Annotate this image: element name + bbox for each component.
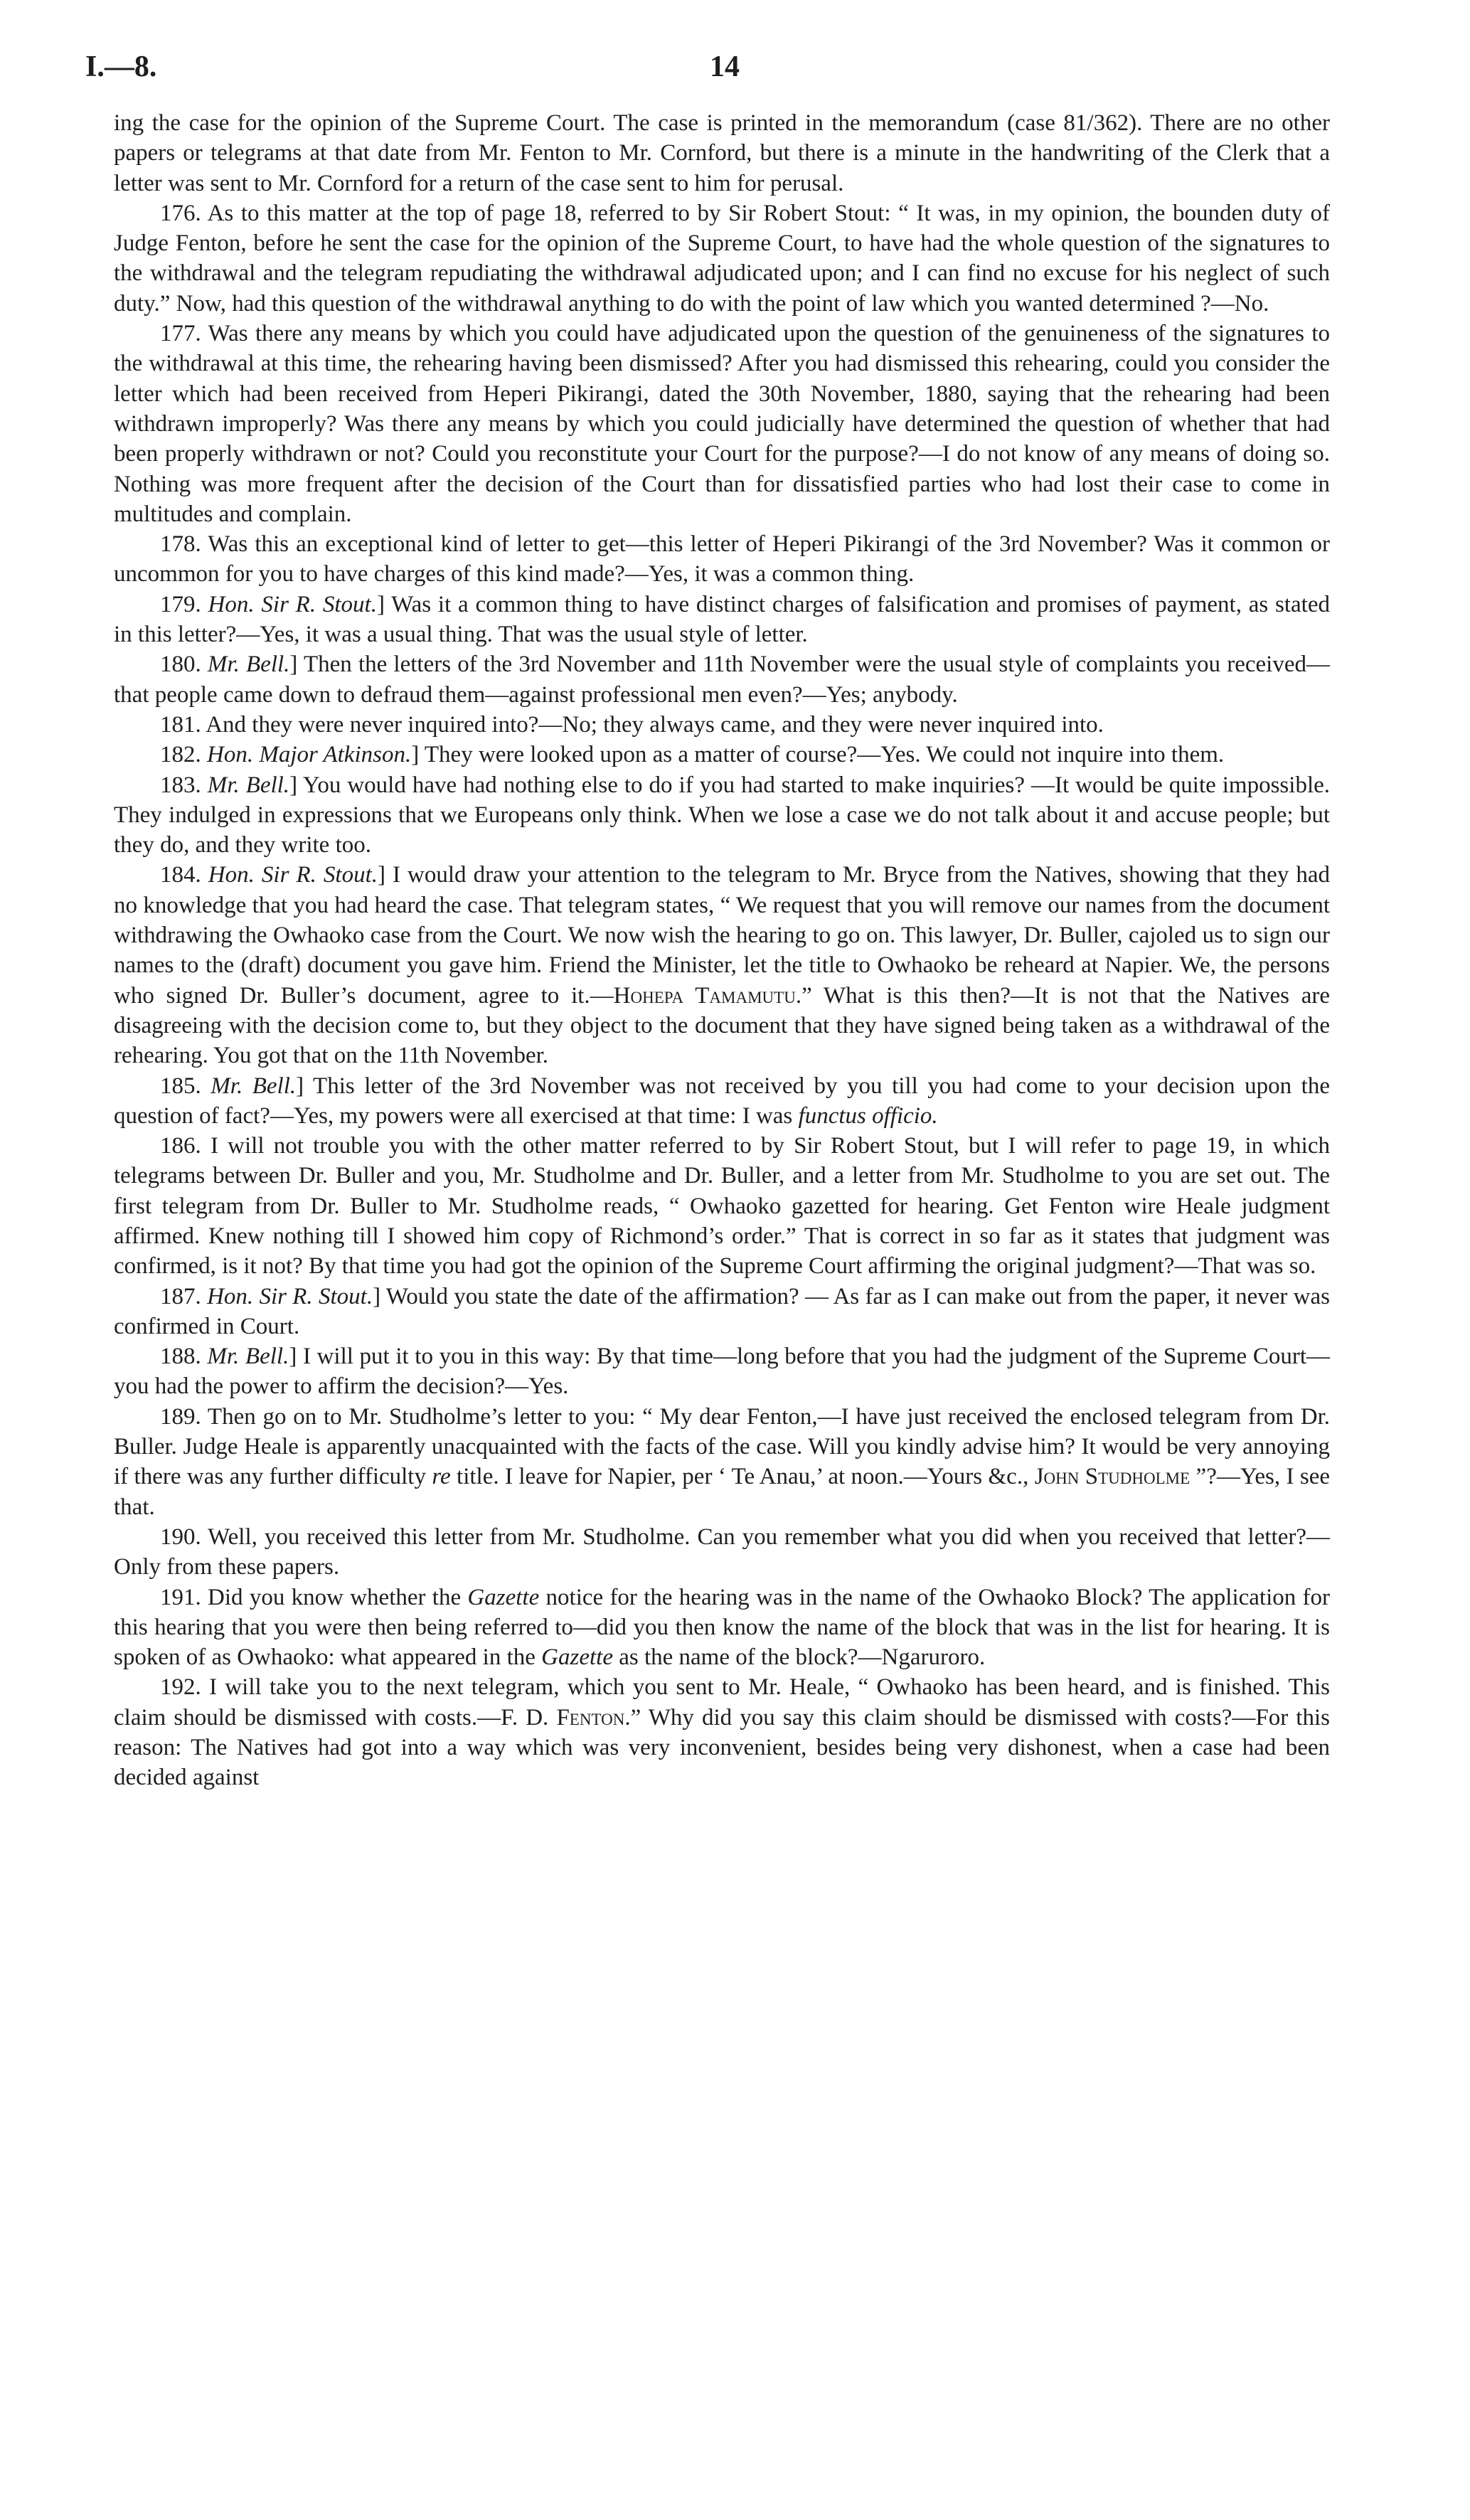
paragraph-187: 187. Hon. Sir R. Stout.] Would you state the date of the affirmation? — As far as I can make out from the paper, it never was confirmed in Court.	[114, 1283, 1330, 1339]
paragraph-183: 183. Mr. Bell.] You would have had nothing else to do if you had started to make inquiries? —It would be quite impossible. They indulged in expressions that we Europeans only think. When we lose a case we do not talk about it and accuse people; but they do, and they write too.	[114, 772, 1331, 858]
paragraph-186	[114, 1131, 1330, 1281]
paragraph-text-end: ”?—Yes, I see that.	[114, 1464, 1331, 1520]
page-number: 14	[710, 50, 740, 83]
speaker-name: Mr. Bell.	[207, 652, 290, 678]
paragraph-192	[114, 1672, 1330, 1792]
question-number: 190.	[160, 1524, 201, 1550]
paragraph-176	[114, 198, 1330, 319]
question-number: 182.	[160, 742, 201, 768]
signature-name: John Studholme	[1034, 1464, 1191, 1490]
paragraph-text: They were looked upon as a matter of course?—Yes. We could not inquire into them.	[424, 742, 1225, 768]
speaker-name: Hon. Major Atkinson.	[207, 742, 412, 768]
paragraph-180: 180. Mr. Bell.] Then the letters of the 3rd November and 11th November were the usual style of complaints you received—that people came down to defraud them—against professional men even?—Yes; anybody.	[114, 652, 1330, 708]
question-number: 185.	[160, 1073, 201, 1099]
paragraph-182: 182. Hon. Major Atkinson.] They were looked upon as a matter of course?—Yes. We could not inquire into them.	[160, 742, 1225, 768]
question-number: 183.	[160, 772, 201, 798]
document-reference: I.—8.	[85, 50, 157, 83]
page-body	[114, 108, 1330, 1793]
signature-name: Hohepa Tamamutu	[613, 982, 796, 1009]
paragraph-text: Did you know whether the	[208, 1584, 462, 1610]
italic-word: Gazette	[467, 1584, 540, 1610]
paragraph-text-end: as the name of the block?—Ngaruroro.	[619, 1644, 986, 1671]
paragraph-177	[114, 319, 1330, 529]
paragraph-181	[114, 710, 1330, 740]
paragraph-text: Was it a common thing to have distinct charges of falsification and promises of payment, as stated in this letter?—Yes, it was a usual thing. That was the usual style of letter.	[114, 591, 1330, 648]
page-header	[85, 50, 1351, 92]
question-number: 178.	[160, 531, 201, 558]
speaker-name: Mr. Bell.	[207, 1344, 289, 1370]
question-number: 192.	[160, 1674, 201, 1701]
paragraph-text: I would draw your attention to the telegram to Mr. Bryce from the Natives, showing that they had no knowledge that you had heard the case. That telegram states, “ We request that you will remove our names from the document withdrawing the Owhaoko case from the Court. We now wish the hearing to go on. This lawyer, Dr. Buller, cajoled us to sign our names to the (draft) document you gave him. Friend the Minister, let the title to Owhaoko be reheard at Napier. We, the persons who signed Dr. Buller’s document, agree to it.—	[114, 862, 1330, 1009]
latin-phrase: functus officio.	[798, 1102, 938, 1129]
paragraph-text: This letter of the 3rd November was not received by you till you had come to your decision upon the question of fact?—Yes, my powers were all exercised at that time: I was	[114, 1073, 1330, 1129]
question-number: 177.	[160, 321, 201, 347]
question-number: 187.	[160, 1283, 201, 1309]
paragraph-text: Well, you received this letter from Mr. Studholme. Can you remember what you did when you received that letter?—Only from these papers.	[114, 1524, 1330, 1580]
paragraph-text-after: notice for the hearing was in the name of the Owhaoko Block? The application for this hearing that you were then being referred to—did you then know the name of the block that was in the list for hearing. It is spoken of as Owhaoko: what appeared in the	[114, 1584, 1331, 1671]
paragraph-190	[114, 1522, 1330, 1583]
speaker-name: Hon. Sir R. Stout.	[207, 1283, 373, 1309]
paragraph-text: You would have had nothing else to do if you had started to make inquiries? —It would be quite impossible. They indulged in expressions that we Europeans only think. When we lose a case we do not talk about it and accuse people; but they do, and they write too.	[114, 772, 1331, 858]
paragraph-191	[114, 1583, 1330, 1673]
paragraph-text: Was this an exceptional kind of letter to get—this letter of Heperi Pikirangi of the 3rd November? Was it common or uncommon for you to have charges of this kind made?—Yes, it was a common thing.	[114, 531, 1331, 588]
paragraph-continuation	[114, 108, 1330, 198]
speaker-name: Hon. Sir R. Stout.	[208, 862, 378, 888]
paragraph-189	[114, 1402, 1330, 1522]
paragraph-text: I will put it to you in this way: By that time—long before that you had the judgment of the Supreme Court—you had the power to affirm the decision?—Yes.	[114, 1344, 1330, 1400]
paragraph-text-after: .” What is this then?—It is not that the Natives are disagreeing with the decision come to, but they object to the document that they have signed being taken as a withdrawal of the rehearing. You got that on the 11th November.	[114, 982, 1331, 1069]
paragraph-text: Was there any means by which you could have adjudicated upon the question of the genuineness of the signatures to the withdrawal at this time, the rehearing having been dismissed? After you had dismissed this rehearing, could you consider the letter which had been received from Heperi Pikirangi, dated the 30th November, 1880, saying that the rehearing had been withdrawn improperly? Was there any means by which you could judicially have determined the question of whether that had been properly withdrawn or not? Could you reconstitute your Court for the purpose?—I do not know of any means of doing so. Nothing was more frequent after the decision of the Court than for dissatisfied parties who had lost their case to come in multitudes and complain.	[114, 321, 1331, 527]
question-number: 184.	[160, 862, 201, 888]
question-number: 189.	[160, 1403, 201, 1430]
paragraph-text: ing the case for the opinion of the Supreme Court. The case is printed in the memorandum (case 81/362). There are no other papers or telegrams at that date from Mr. Fenton to Mr. Cornford, but there is a minute in the handwriting of the Clerk that a letter was sent to Mr. Cornford for a return of the case sent to him for perusal.	[114, 110, 1330, 196]
question-number: 179.	[160, 591, 201, 617]
speaker-name: Mr. Bell.	[211, 1073, 297, 1099]
question-number: 180.	[160, 652, 201, 678]
paragraph-text: I will not trouble you with the other matter referred to by Sir Robert Stout, but I will refer to page 19, in which telegrams between Dr. Buller and you, Mr. Studholme and Dr. Buller, and a letter from Mr. Studholme to you are set out. The first telegram from Dr. Buller to Mr. Studholme reads, “ Owhaoko gazetted for hearing. Get Fenton wire Heale judgment affirmed. Knew nothing till I showed him copy of Richmond’s order.” That is correct in so far as it states that judgment was confirmed, is it not? By that time you had got the opinion of the Supreme Court affirming the original judgment?—That was so.	[114, 1133, 1330, 1280]
paragraph-text: I will take you to the next telegram, which you sent to Mr. Heale, “ Owhaoko has been heard, and is finished. This claim should be dismissed with costs.—F. D.	[114, 1674, 1330, 1730]
paragraph-text: And they were never inquired into?—No; they always came, and they were never inquired into.	[206, 711, 1104, 738]
paragraph-text: Then the letters of the 3rd November and 11th November were the usual style of complaints you received—that people came down to defraud them—against professional men even?—Yes; anybody.	[114, 652, 1330, 708]
question-number: 176.	[160, 200, 201, 226]
paragraph-188: 188. Mr. Bell.] I will put it to you in this way: By that time—long before that you had the judgment of the Supreme Court—you had the power to affirm the decision?—Yes.	[114, 1344, 1330, 1400]
paragraph-185: 185. Mr. Bell.] This letter of the 3rd November was not received by you till you had come to your decision upon the question of fact?—Yes, my powers were all exercised at that time: I was functus officio.	[114, 1073, 1330, 1129]
speaker-name: Hon. Sir R. Stout.	[208, 591, 377, 617]
paragraph-179: 179. Hon. Sir R. Stout.] Was it a common thing to have distinct charges of falsification and promises of payment, as stated in this letter?—Yes, it was a usual thing. That was the usual style of letter.	[114, 591, 1330, 648]
italic-word-2: Gazette	[541, 1644, 613, 1671]
signature-name: Fenton	[556, 1704, 625, 1730]
speaker-name: Mr. Bell.	[207, 772, 290, 798]
question-number: 188.	[160, 1344, 201, 1370]
paragraph-178	[114, 529, 1330, 590]
paragraph-184: 184. Hon. Sir R. Stout.] I would draw your attention to the telegram to Mr. Bryce from the Natives, showing that they had no knowledge that you had heard the case. That telegram states, “ We request that you will remove our names from the document withdrawing the Owhaoko case from the Court. We now wish the hearing to go on. This lawyer, Dr. Buller, cajoled us to sign our names to the (draft) document you gave him. Friend the Minister, let the title to Owhaoko be reheard at Napier. We, the persons who signed Dr. Buller’s document, agree to it.—Hohepa Tamamutu.” What is this then?—It is not that the Natives are disagreeing with the decision come to, but they object to the document that they have signed being taken as a withdrawal of the rehearing. You got that on the 11th November.	[114, 862, 1331, 1069]
paragraph-text-after: title. I leave for Napier, per ‘ Te Anau,’ at noon.—Yours &c.,	[457, 1464, 1035, 1490]
paragraph-text: Would you state the date of the affirmation? — As far as I can make out from the paper, it never was confirmed in Court.	[114, 1283, 1330, 1339]
paragraph-text: Then go on to Mr. Studholme’s letter to you: “ My dear Fenton,—I have just received the enclosed telegram from Dr. Buller. Judge Heale is apparently unacquainted with the facts of the case. Will you kindly advise him? It would be very annoying if there was any further difficulty	[114, 1403, 1331, 1490]
paragraph-text-after: .” Why did you say this claim should be dismissed with costs?—For this reason: The Natives had got into a way which was very inconvenient, besides being very dishonest, when a case had been decided against	[114, 1704, 1330, 1791]
question-number: 191.	[160, 1584, 201, 1610]
question-number: 186.	[160, 1133, 201, 1159]
paragraph-text: As to this matter at the top of page 18, referred to by Sir Robert Stout: “ It was, in my opinion, the bounden duty of Judge Fenton, before he sent the case for the opinion of the Supreme Court, to have had the whole question of the signatures to the withdrawal and the telegram repudiating the withdrawal adjudicated upon; and I can find no excuse for his neglect of such duty.” Now, had this question of the withdrawal anything to do with the point of law which you wanted determined ?—No.	[114, 200, 1330, 317]
question-number: 181.	[160, 711, 201, 738]
italic-word: re	[432, 1464, 451, 1490]
